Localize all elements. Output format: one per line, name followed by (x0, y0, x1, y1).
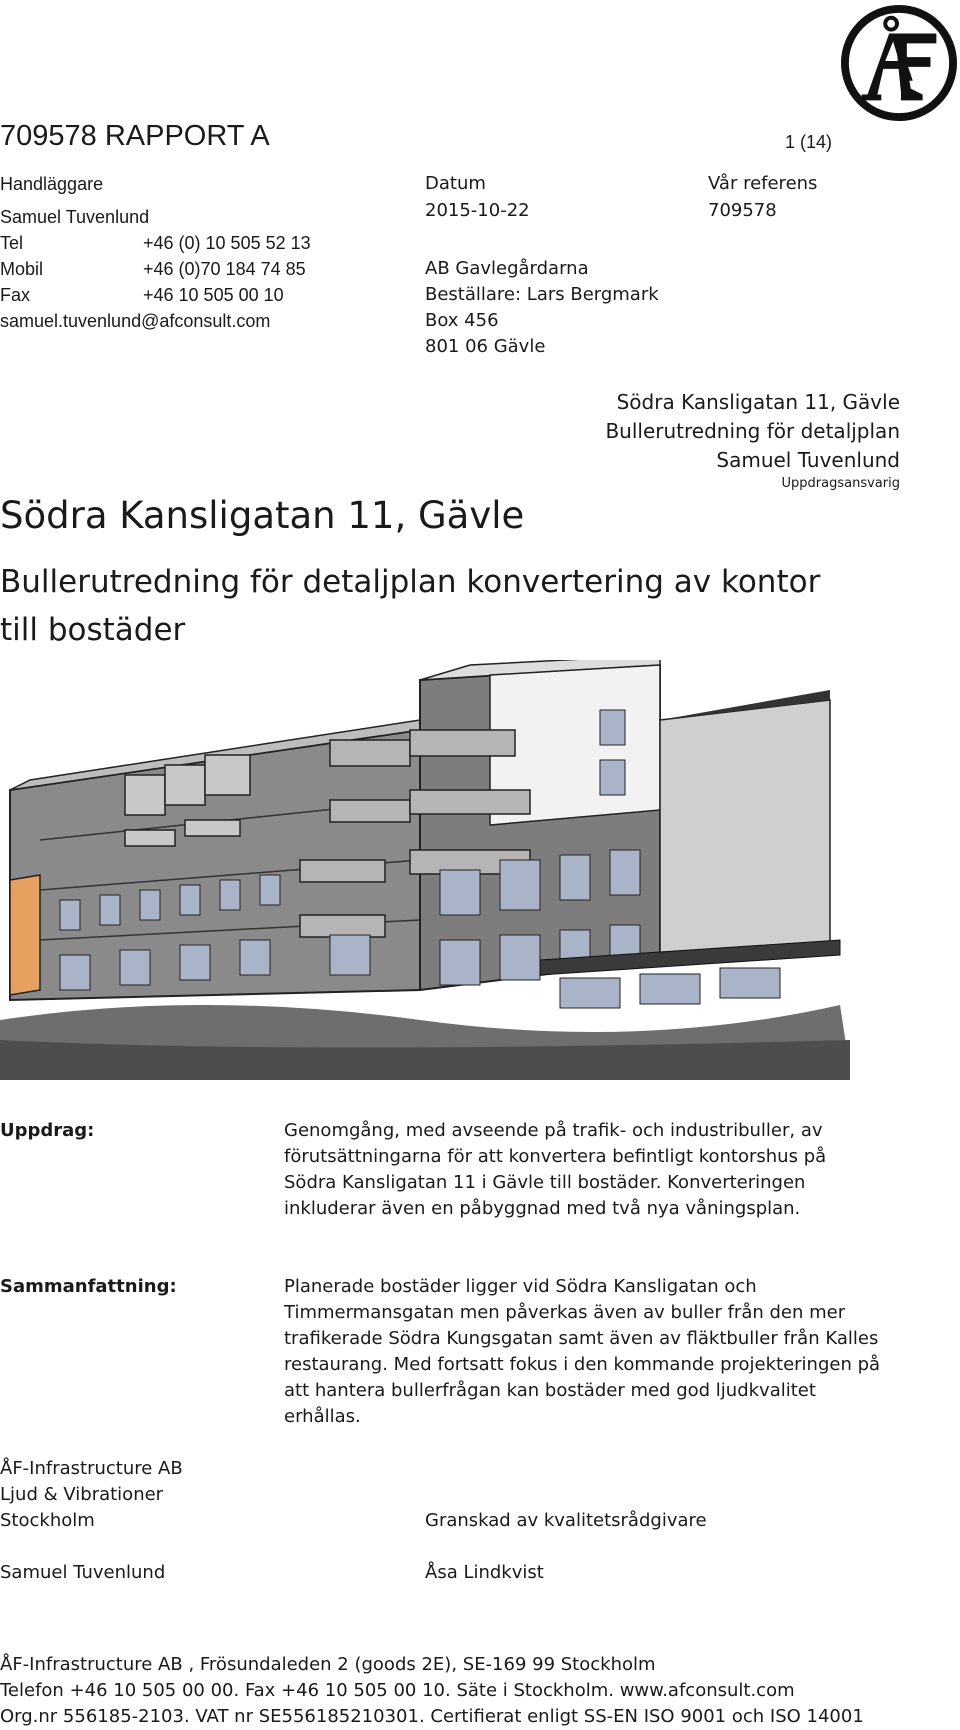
side-subject: Bullerutredning för detaljplan (605, 419, 900, 443)
side-role: Uppdragsansvarig (781, 476, 900, 491)
footer-contact: Telefon +46 10 505 00 00. Fax +46 10 505 00 10. Säte i Stockholm. www.afconsult.com (0, 1680, 795, 1701)
mobile-value: +46 (0)70 184 74 85 (143, 259, 306, 279)
client-box: Box 456 (425, 310, 499, 331)
af-logo (840, 4, 958, 122)
assignment-label: Uppdrag: (0, 1120, 95, 1141)
mobile-label: Mobil (0, 259, 44, 279)
reviewer-label: Granskad av kvalitetsrådgivare (425, 1510, 707, 1531)
reference-label: Vår referens (708, 173, 818, 194)
summary-label: Sammanfattning: (0, 1276, 177, 1297)
side-author: Samuel Tuvenlund (716, 448, 900, 472)
page-title: Södra Kansligatan 11, Gävle (0, 494, 525, 537)
handler-name: Samuel Tuvenlund (0, 207, 150, 227)
date-value: 2015-10-22 (425, 200, 530, 221)
client-city: 801 06 Gävle (425, 336, 546, 357)
date-label: Datum (425, 173, 486, 194)
client-name: AB Gavlegårdarna (425, 258, 589, 279)
footer-registration: Org.nr 556185-2103. VAT nr SE556185210301. Certifierat enligt SS-EN ISO 9001 och ISO 14001 (0, 1706, 864, 1727)
fax-label: Fax (0, 285, 31, 305)
footer (0, 1652, 864, 1730)
page-number: 1 (14) (785, 132, 833, 152)
contact-tel-row (0, 230, 311, 256)
footer-address: ÅF-Infrastructure AB , Frösundaleden 2 (goods 2E), SE-169 99 Stockholm (0, 1654, 656, 1675)
side-address: Södra Kansligatan 11, Gävle (616, 390, 900, 414)
side-info-block (605, 388, 900, 493)
author-name: Samuel Tuvenlund (0, 1562, 166, 1583)
org-department: Ljud & Vibrationer (0, 1484, 164, 1505)
report-title: 709578 RAPPORT A (0, 120, 270, 152)
handler-label: Handläggare (0, 174, 104, 194)
org-city: Stockholm (0, 1510, 95, 1531)
building-illustration (0, 660, 850, 1080)
contact-fax-row (0, 282, 284, 308)
reference-value: 709578 (708, 200, 777, 221)
tel-value: +46 (0) 10 505 52 13 (143, 233, 311, 253)
summary-text: Planerade bostäder ligger vid Södra Kansligatan och Timmermansgatan men påverkas även av buller från den mer trafikerade Södra Kungsgatan samt även av fläktbuller från Kalles restaurang. Med fortsatt fokus i den kommande projekteringen på att hantera bullerfrågan kan bostäder med god ljudkvalitet erhållas. (284, 1276, 881, 1427)
reviewer-name: Åsa Lindkvist (425, 1562, 544, 1583)
contact-email: samuel.tuvenlund@afconsult.com (0, 311, 271, 331)
assignment-text: Genomgång, med avseende på trafik- och industribuller, av förutsättningarna för att konvertera befintligt kontorshus på Södra Kansligatan 11 i Gävle till bostäder. Konverteringen inkluderar även en påbyggnad med två nya våningsplan. (284, 1120, 827, 1219)
tel-label: Tel (0, 233, 24, 253)
page-subtitle: Bullerutredning för detaljplan konvertering av kontor till bostäder (0, 564, 821, 648)
contact-mobile-row (0, 256, 306, 282)
fax-value: +46 10 505 00 10 (143, 285, 284, 305)
client-contact: Beställare: Lars Bergmark (425, 284, 659, 305)
org-company: ÅF-Infrastructure AB (0, 1458, 183, 1479)
